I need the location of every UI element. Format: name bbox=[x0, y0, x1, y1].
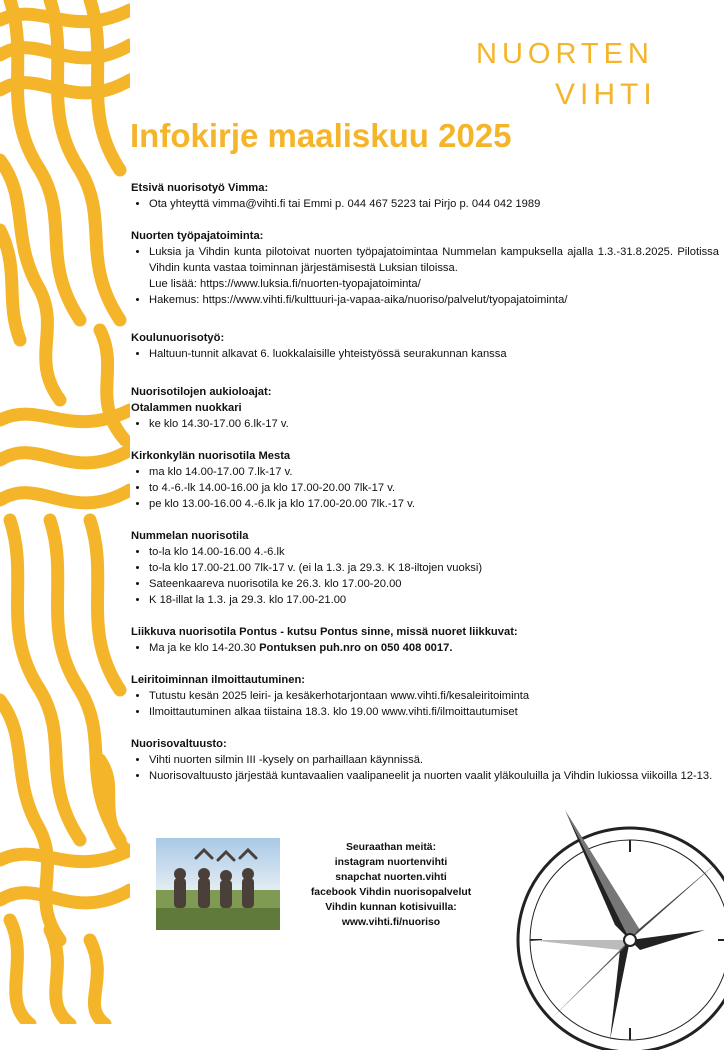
section-aukiolo bbox=[131, 384, 719, 432]
youth-group-photo bbox=[156, 838, 280, 930]
list-item: • Ota yhteyttä vimma@vihti.fi tai Emmi p. 044 467 5223 tai Pirjo p. 044 042 1989 bbox=[149, 196, 719, 212]
list-item: • Tutustu kesän 2025 leiri- ja kesäkerhotarjontaan www.vihti.fi/kesaleiritoiminta bbox=[149, 688, 719, 704]
list-item: • pe klo 13.00-16.00 4.-6.lk ja klo 17.00-20.00 7lk.-17 v. bbox=[149, 496, 719, 512]
follow-us-block bbox=[300, 840, 482, 930]
section-tyopaja bbox=[131, 228, 719, 308]
pontus-phone: Pontuksen puh.nro on 050 408 0017. bbox=[259, 642, 453, 654]
section-heading: Leiritoiminnan ilmoittautuminen: bbox=[131, 674, 306, 686]
wave-pattern-decoration bbox=[0, 0, 130, 1024]
section-mesta bbox=[131, 448, 719, 512]
list-item: • Haltuun-tunnit alkavat 6. luokkalaisille yhteistyössä seurakunnan kanssa bbox=[149, 346, 719, 362]
list-item: • to-la klo 14.00-16.00 4.-6.lk bbox=[149, 544, 719, 560]
follow-line: Seuraathan meitä: bbox=[345, 842, 437, 853]
list-item: • K 18-illat la 1.3. ja 29.3. klo 17.00-21.00 bbox=[149, 592, 719, 608]
website-link[interactable]: www.vihti.fi/nuoriso bbox=[341, 917, 441, 928]
list-item: • to-la klo 17.00-21.00 7lk-17 v. (ei la 1.3. ja 29.3. K 18-iltojen vuoksi) bbox=[149, 560, 719, 576]
section-heading: Etsivä nuorisotyö Vimma: bbox=[131, 182, 269, 194]
list-item: • Hakemus: https://www.vihti.fi/kulttuuri-ja-vapaa-aika/nuoriso/palvelut/tyopajatoiminta/ bbox=[149, 292, 719, 308]
compass-icon bbox=[470, 790, 724, 1050]
section-heading: Kirkonkylän nuorisotila Mesta bbox=[131, 450, 291, 462]
section-heading: Nuorisovaltuusto: bbox=[131, 738, 227, 750]
section-heading: Liikkuva nuorisotila Pontus - kutsu Pontus sinne, missä nuoret liikkuvat: bbox=[131, 626, 518, 638]
section-heading: Nuorten työpajatoiminta: bbox=[131, 230, 264, 242]
list-item: • Ilmoittautuminen alkaa tiistaina 18.3. klo 19.00 www.vihti.fi/ilmoittautumiset bbox=[149, 704, 719, 720]
snapchat-handle: snapchat nuorten.vihti bbox=[335, 872, 447, 883]
facebook-handle: facebook Vihdin nuorisopalvelut bbox=[310, 887, 472, 898]
instagram-handle: instagram nuortenvihti bbox=[334, 857, 448, 868]
section-heading: Koulunuorisotyö: bbox=[131, 332, 225, 344]
list-item: • Sateenkaareva nuorisotila ke 26.3. klo 17.00-20.00 bbox=[149, 576, 719, 592]
section-leiri bbox=[131, 672, 719, 720]
list-item: • to 4.-6.-lk 14.00-16.00 ja klo 17.00-20.00 7lk-17 v. bbox=[149, 480, 719, 496]
section-valtuusto bbox=[131, 736, 719, 784]
section-nummela bbox=[131, 528, 719, 608]
newsletter-body bbox=[131, 180, 719, 784]
nuorten-vihti-logo bbox=[476, 38, 676, 113]
luksia-link[interactable]: Lue lisää: https://www.luksia.fi/nuorten-tyopajatoiminta/ bbox=[149, 278, 421, 290]
list-item: • Luksia ja Vihdin kunta pilotoivat nuorten työpajatoimintaa Nummelan kampuksella ajalla 1.3.-31.8.2025. Pilotissa Vihdin kunta vastaa toiminnan järjestämisestä Luksian tiloissa. Lue lisää: https://www.luksia.fi/nuorten-tyopajatoiminta/ bbox=[149, 244, 719, 292]
list-item: • Vihti nuorten silmin III -kysely on parhaillaan käynnissä. bbox=[149, 752, 719, 768]
follow-line: Vihdin kunnan kotisivuilla: bbox=[325, 902, 457, 913]
logo-text-bottom: VIHTI bbox=[555, 78, 657, 111]
page-title: Infokirje maaliskuu 2025 bbox=[130, 117, 512, 154]
section-koulu bbox=[131, 330, 719, 362]
list-item: • Ma ja ke klo 14-20.30 Pontuksen puh.nro on 050 408 0017. bbox=[149, 640, 719, 656]
subsection-heading: Otalammen nuokkari bbox=[131, 402, 242, 414]
section-heading: Nuorisotilojen aukioloajat: bbox=[131, 386, 272, 398]
section-heading: Nummelan nuorisotila bbox=[131, 530, 249, 542]
section-etsiva bbox=[131, 180, 719, 212]
list-item: • Nuorisovaltuusto järjestää kuntavaalien vaalipaneelit ja nuorten vaalit yläkouluilla ja Vihdin lukiossa viikoilla 12-13. bbox=[149, 768, 719, 784]
list-item: • ke klo 14.30-17.00 6.lk-17 v. bbox=[149, 416, 719, 432]
section-pontus bbox=[131, 624, 719, 656]
logo-text-top: NUORTEN bbox=[476, 38, 654, 70]
list-item: • ma klo 14.00-17.00 7.lk-17 v. bbox=[149, 464, 719, 480]
